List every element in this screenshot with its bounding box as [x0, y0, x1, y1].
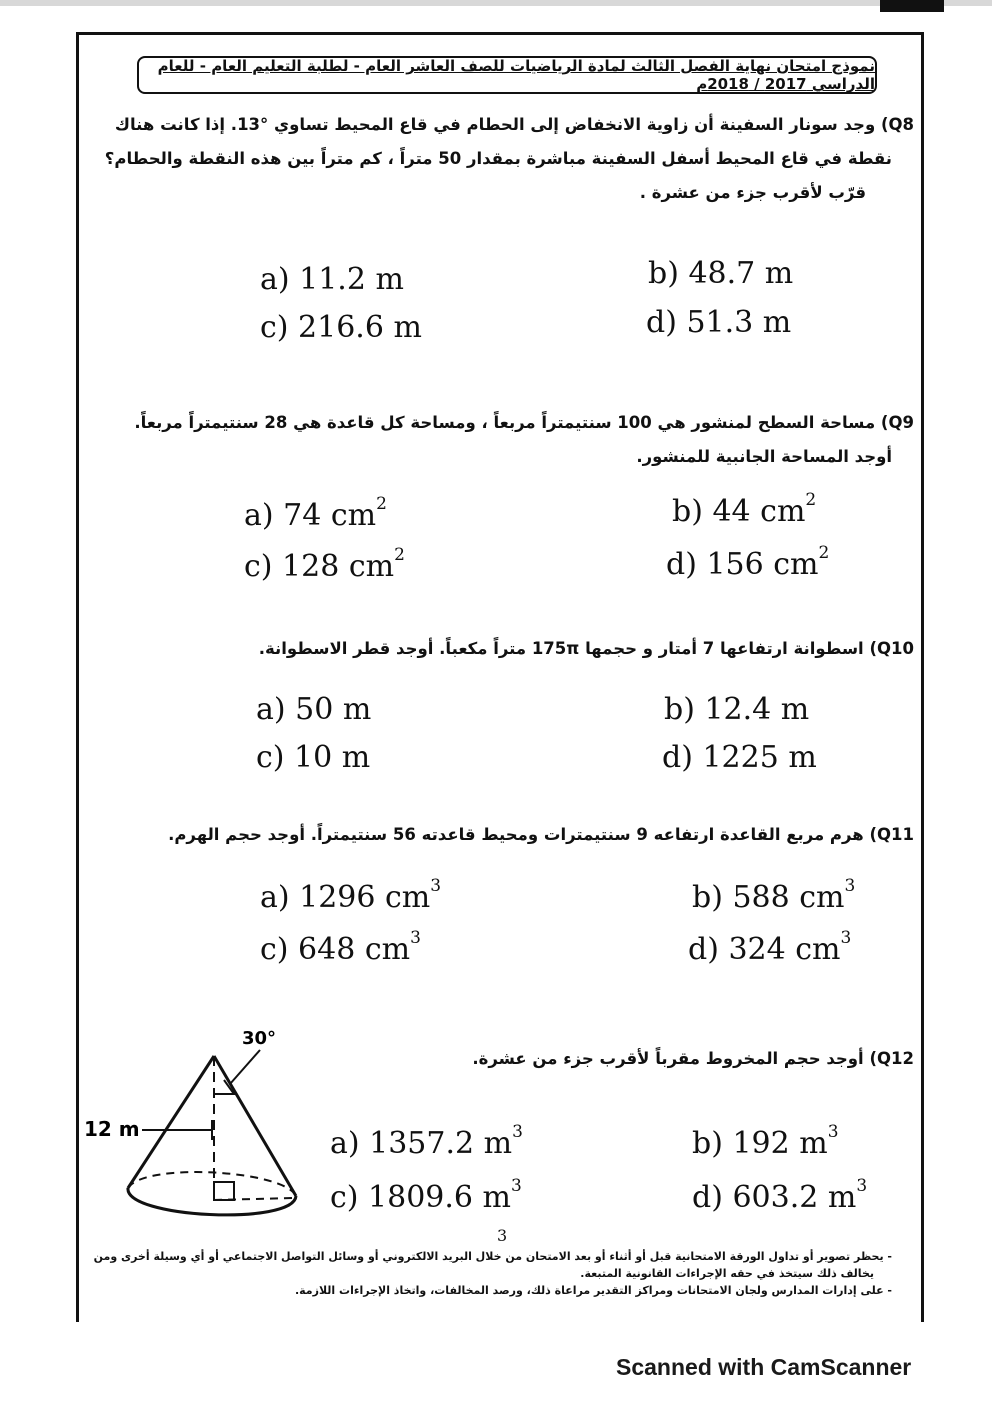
q11-option-c[interactable] [260, 928, 421, 967]
q9-option-a[interactable] [244, 494, 387, 533]
cone-left-edge [128, 1056, 214, 1188]
q12-option-b-text: b) 192 m [692, 1126, 828, 1161]
q9-option-c[interactable] [244, 545, 405, 584]
q8-line-2: نقطة في قاع المحيط أسفل السفينة مباشرة بمقدار 50 متراً ، كم متراً بين هذه النقطة والحطام؟ [104, 149, 892, 168]
q11-option-c-text: c) 648 cm [260, 932, 411, 967]
q8-line-3: قرّب لأقرب جزء من عشرة . [639, 183, 866, 202]
cone-figure [84, 1022, 324, 1232]
exam-header [137, 56, 877, 94]
q12-option-b-exponent: 3 [827, 1122, 839, 1142]
q12-option-d-text: d) 603.2 m [692, 1180, 857, 1215]
angle-label: 30° [242, 1028, 277, 1049]
q12-option-a[interactable] [330, 1122, 523, 1161]
q10-option-a[interactable]: a) 50 m [256, 692, 372, 727]
question-10 [259, 632, 914, 666]
q10-option-d[interactable]: d) 1225 m [662, 740, 817, 775]
scan-edge [0, 0, 992, 14]
q9-option-c-text: c) 128 cm [244, 549, 395, 584]
q11-option-d-exponent: 3 [840, 928, 852, 948]
page-number: 3 [497, 1226, 508, 1245]
question-9 [134, 406, 914, 474]
q11-option-b[interactable] [692, 876, 856, 915]
q10-option-c[interactable]: c) 10 m [256, 740, 371, 775]
scan-dark-mark [880, 0, 944, 12]
exam-header-text: نموذج امتحان نهاية الفصل الثالث لمادة الرياضيات للصف العاشر العام - لطلبة التعليم العام - للعام الدراسي 2017 / 2018م [157, 57, 875, 93]
cone-right-edge [214, 1056, 296, 1196]
q12-option-c-text: c) 1809.6 m [330, 1180, 511, 1215]
footer-line-2: يخالف ذلك سيتخذ في حقه الإجراءات القانونية المتبعة. [580, 1267, 874, 1280]
q10-option-b[interactable]: b) 12.4 m [664, 692, 810, 727]
q9-option-d-text: d) 156 cm [666, 547, 819, 582]
q11-option-a-text: a) 1296 cm [260, 880, 431, 915]
q9-option-b-exponent: 2 [805, 490, 817, 510]
footer-line-3: - على إدارات المدارس ولجان الامتحانات ومراكز التقدير مراعاة ذلك، ورصد المخالفات، واتخاذ الإجراءات اللازمة. [294, 1284, 892, 1297]
cone-base-front [128, 1188, 296, 1215]
q8-option-b[interactable]: b) 48.7 m [648, 256, 794, 291]
q8-line-1: Q8) وجد سونار السفينة أن زاوية الانخفاض إلى الحطام في قاع المحيط تساوي °13. إذا كانت هناك [114, 115, 914, 134]
scan-shadow [0, 0, 992, 6]
question-12 [472, 1042, 914, 1076]
q9-line-2: أوجد المساحة الجانبية للمنشور. [636, 447, 892, 466]
q11-option-b-exponent: 3 [844, 876, 856, 896]
q9-option-a-text: a) 74 cm [244, 498, 377, 533]
q12-option-c-exponent: 3 [511, 1176, 522, 1196]
q9-option-a-exponent: 2 [376, 494, 387, 514]
q12-option-d[interactable] [692, 1176, 868, 1215]
q12-option-d-exponent: 3 [856, 1176, 868, 1196]
footer-notice [92, 1248, 892, 1299]
angle-label-pointer [230, 1050, 260, 1084]
q12-line-1: Q12) أوجد حجم المخروط مقرباً لأقرب جزء من عشرة. [472, 1049, 914, 1068]
q8-option-d[interactable]: d) 51.3 m [646, 305, 792, 340]
q11-option-b-text: b) 588 cm [692, 880, 845, 915]
q11-option-a-exponent: 3 [430, 876, 442, 896]
q10-line-1: Q10) اسطوانة ارتفاعها 7 أمتار و حجمها 175π متراً مكعباً. أوجد قطر الاسطوانة. [258, 639, 914, 658]
q9-option-b-text: b) 44 cm [672, 494, 806, 529]
height-label: 12 m [84, 1117, 140, 1141]
q9-option-c-exponent: 2 [394, 545, 405, 565]
q9-option-d-exponent: 2 [818, 543, 830, 563]
q12-option-a-exponent: 3 [512, 1122, 523, 1142]
q9-option-d[interactable] [666, 543, 830, 582]
q11-option-a[interactable] [260, 876, 442, 915]
q11-line-1: Q11) هرم مربع القاعدة ارتفاعه 9 سنتيمترات ومحيط قاعدته 56 سنتيمتراً. أوجد حجم الهرم. [168, 825, 914, 844]
q8-option-a[interactable]: a) 11.2 m [260, 262, 404, 297]
q11-option-d-text: d) 324 cm [688, 932, 841, 967]
q8-option-c[interactable]: c) 216.6 m [260, 310, 422, 345]
cone-right-angle-mark [214, 1182, 234, 1200]
q12-option-a-text: a) 1357.2 m [330, 1126, 513, 1161]
cone-base-back [128, 1172, 296, 1196]
footer-line-1: - يحظر تصوير أو تداول الورقة الامتحانية قبل أو أثناء أو بعد الامتحان من خلال البريد الالكتروني أو وسائل التواصل الاجتماعي أو أي وسيلة أخرى ومن [93, 1250, 892, 1263]
q12-option-c[interactable] [330, 1176, 522, 1215]
camscanner-watermark: Scanned with CamScanner [616, 1354, 912, 1380]
q11-option-d[interactable] [688, 928, 852, 967]
q9-option-b[interactable] [672, 490, 817, 529]
question-11 [168, 818, 914, 852]
q11-option-c-exponent: 3 [410, 928, 421, 948]
question-8 [105, 108, 914, 210]
q12-option-b[interactable] [692, 1122, 839, 1161]
q9-line-1: Q9) مساحة السطح لمنشور هي 100 سنتيمتراً مربعاً ، ومساحة كل قاعدة هي 28 سنتيمتراً مربعاً. [134, 413, 914, 432]
